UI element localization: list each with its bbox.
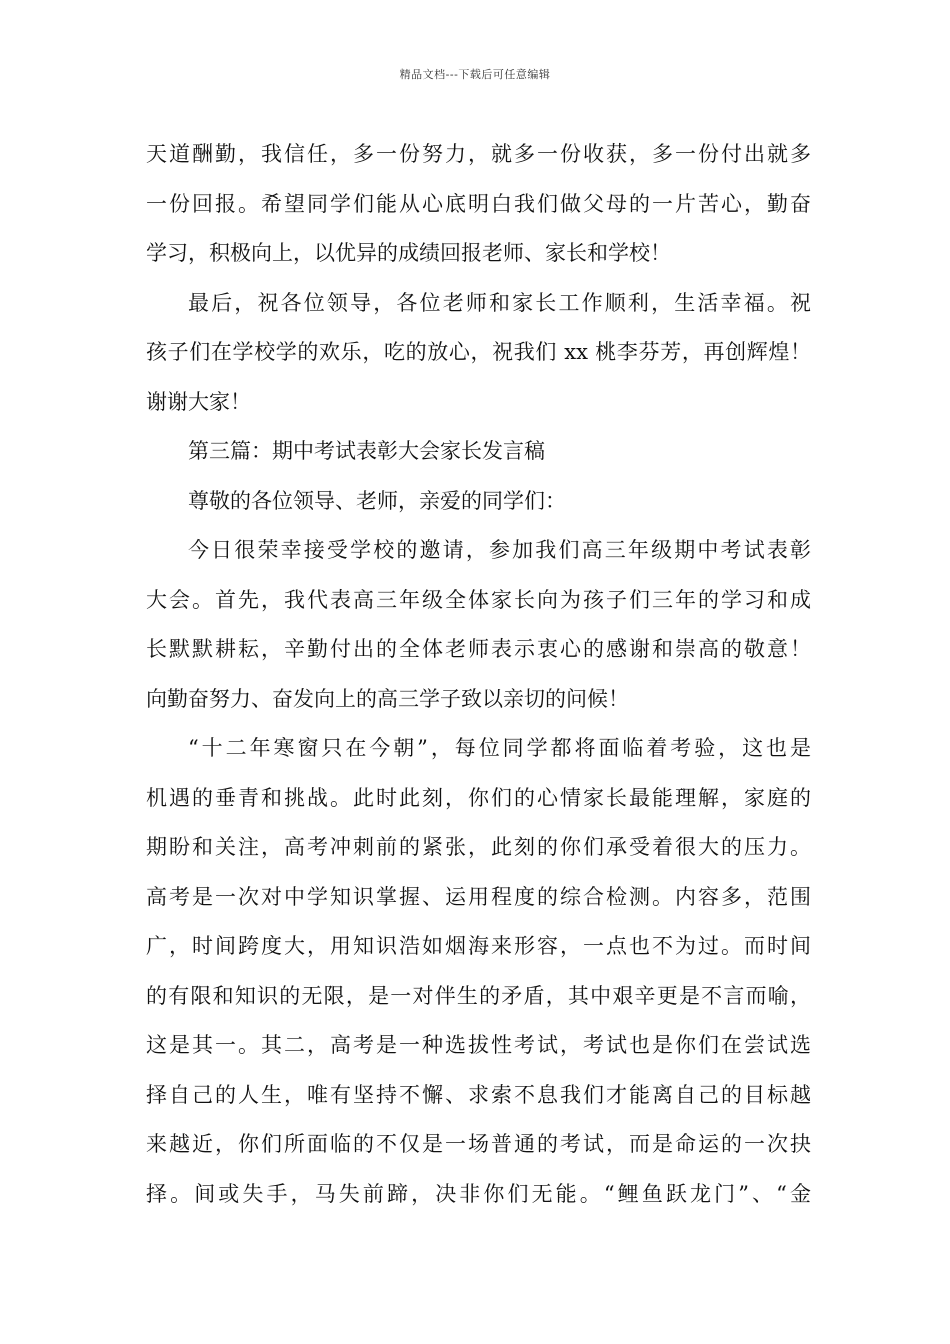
text-line: 谢谢大家！ [146,389,251,414]
text-line: 今日很荣幸接受学校的邀请，参加我们高三年级期中考试表彰 [188,538,811,562]
text-line: “十二年寒窗只在今朝”，每位同学都将面临着考验，这也是 [188,736,811,760]
text-line: 择自己的人生，唯有坚持不懈、求索不息我们才能离自己的目标越 [146,1082,811,1107]
page-header: 精品文档---下载后可任意编辑 [399,68,551,81]
text-line: 长默默耕耘，辛勤付出的全体老师表示衷心的感谢和崇高的敬意！ [146,637,811,661]
text-line: 学习，积极向上，以优异的成绩回报老师、家长和学校！ [146,241,671,265]
text-line: 天道酬勤，我信任，多一份努力，就多一份收获，多一份付出就多 [146,142,811,166]
text-line: 期盼和关注，高考冲刺前的紧张，此刻的你们承受着很大的压力。 [146,835,811,859]
salutation: 尊敬的各位领导、老师，亲爱的同学们： [188,488,566,513]
text-line: 孩子们在学校学的欢乐，吃的放心，祝我们 xx 桃李芬芳，再创辉煌！ [146,340,811,364]
text-line: 机遇的垂青和挑战。此时此刻，你们的心情家长最能理解，家庭的 [146,785,811,810]
text-line: 的有限和知识的无限，是一对伴生的矛盾，其中艰辛更是不言而喻， [146,983,811,1008]
text-line: 高考是一次对中学知识掌握、运用程度的综合检测。内容多，范围 [146,884,811,909]
text-line: 一份回报。希望同学们能从心底明白我们做父母的一片苦心，勤奋 [146,191,811,216]
section-title: 第三篇：期中考试表彰大会家长发言稿 [188,439,545,463]
text-line: 向勤奋努力、奋发向上的高三学子致以亲切的问候！ [146,686,629,711]
text-line: 大会。首先，我代表高三年级全体家长向为孩子们三年的学习和成 [146,587,811,612]
text-line: 这是其一。其二，高考是一种选拔性考试，考试也是你们在尝试选 [146,1033,811,1057]
text-line: 来越近，你们所面临的不仅是一场普通的考试，而是命运的一次抉 [146,1132,811,1156]
text-line: 最后，祝各位领导，各位老师和家长工作顺利，生活幸福。祝 [188,290,811,315]
document-body [146,130,811,1219]
text-line: 择。间或失手，马失前蹄，决非你们无能。“鲤鱼跃龙门”、“金 [146,1181,811,1206]
text-line: 广，时间跨度大，用知识浩如烟海来形容，一点也不为过。而时间 [146,934,811,958]
